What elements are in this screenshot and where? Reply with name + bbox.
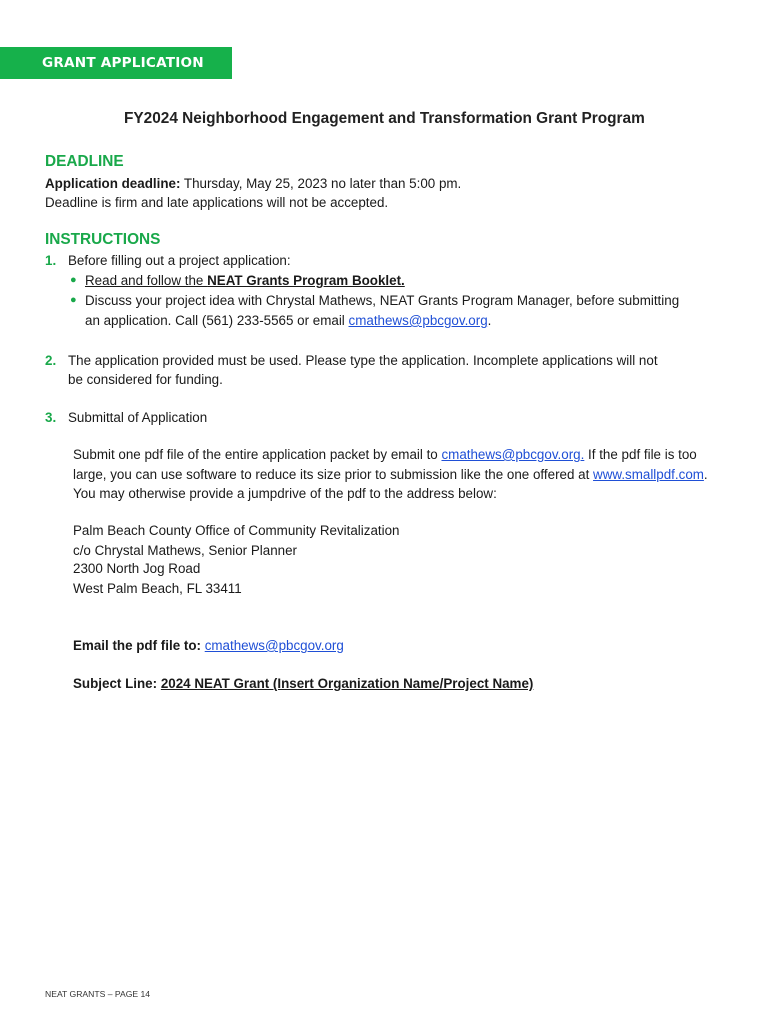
submit-text: If the pdf file is too bbox=[584, 447, 697, 462]
email-link[interactable]: cmathews@pbcgov.org. bbox=[441, 447, 585, 462]
booklet-link-prefix[interactable]: Read and follow the bbox=[85, 273, 208, 288]
item-1-number: 1. bbox=[45, 253, 57, 268]
banner-label: GRANT APPLICATION bbox=[42, 55, 204, 71]
bullet-2-prefix: an application. Call (561) 233-5565 or email bbox=[85, 313, 349, 328]
item-1-text: Before filling out a project application: bbox=[68, 253, 291, 268]
submit-text: Submit one pdf file of the entire application packet by email to bbox=[73, 447, 442, 462]
page-title: FY2024 Neighborhood Engagement and Transformation Grant Program bbox=[124, 110, 645, 127]
item-2-line-1: The application provided must be used. Please type the application. Incomplete applications will not bbox=[68, 353, 658, 368]
booklet-link[interactable]: NEAT Grants Program Booklet. bbox=[207, 273, 405, 288]
email-link[interactable]: cmathews@pbcgov.org bbox=[204, 638, 344, 653]
deadline-label: Application deadline: bbox=[45, 176, 181, 191]
deadline-value: Thursday, May 25, 2023 no later than 5:00 pm. bbox=[180, 176, 462, 191]
submit-text: large, you can use software to reduce its size prior to submission like the one offered at bbox=[73, 467, 594, 482]
submit-para-line-2 bbox=[73, 465, 708, 484]
bullet-1 bbox=[85, 271, 405, 290]
email-label: Email the pdf file to: bbox=[73, 638, 201, 653]
item-3-text: Submittal of Application bbox=[68, 410, 208, 425]
email-link[interactable]: cmathews@pbcgov.org bbox=[348, 313, 488, 328]
item-2-line-2: be considered for funding. bbox=[68, 372, 223, 387]
subject-line bbox=[73, 674, 533, 693]
submit-para-line-3: You may otherwise provide a jumpdrive of the pdf to the address below: bbox=[73, 486, 497, 501]
submit-text: . bbox=[703, 467, 708, 482]
item-3-number: 3. bbox=[45, 410, 57, 425]
instructions-heading: INSTRUCTIONS bbox=[45, 231, 161, 248]
deadline-heading: DEADLINE bbox=[45, 153, 124, 170]
page-footer: NEAT GRANTS – PAGE 14 bbox=[45, 989, 151, 999]
smallpdf-link[interactable]: www.smallpdf.com bbox=[593, 467, 704, 482]
address-line: c/o Chrystal Mathews, Senior Planner bbox=[73, 543, 298, 558]
subject-label: Subject Line: bbox=[73, 676, 158, 691]
bullet-dot-icon: ● bbox=[70, 294, 77, 306]
bullet-dot-icon: ● bbox=[70, 274, 77, 286]
bullet-2-suffix: . bbox=[487, 313, 492, 328]
email-instruction bbox=[73, 636, 344, 655]
address-line: 2300 North Jog Road bbox=[73, 561, 201, 576]
address-line: Palm Beach County Office of Community Revitalization bbox=[73, 523, 400, 538]
subject-value: 2024 NEAT Grant (Insert Organization Name/Project Name) bbox=[160, 676, 534, 691]
grant-application-banner bbox=[0, 47, 232, 79]
deadline-note: Deadline is firm and late applications will not be accepted. bbox=[45, 195, 389, 210]
deadline-line bbox=[45, 174, 461, 193]
bullet-2-line-1: Discuss your project idea with Chrystal Mathews, NEAT Grants Program Manager, before submitting bbox=[85, 293, 680, 308]
submit-para-line-1 bbox=[73, 445, 697, 464]
item-2-number: 2. bbox=[45, 353, 57, 368]
address-line: West Palm Beach, FL 33411 bbox=[73, 581, 242, 596]
bullet-2-line-2 bbox=[85, 311, 491, 330]
